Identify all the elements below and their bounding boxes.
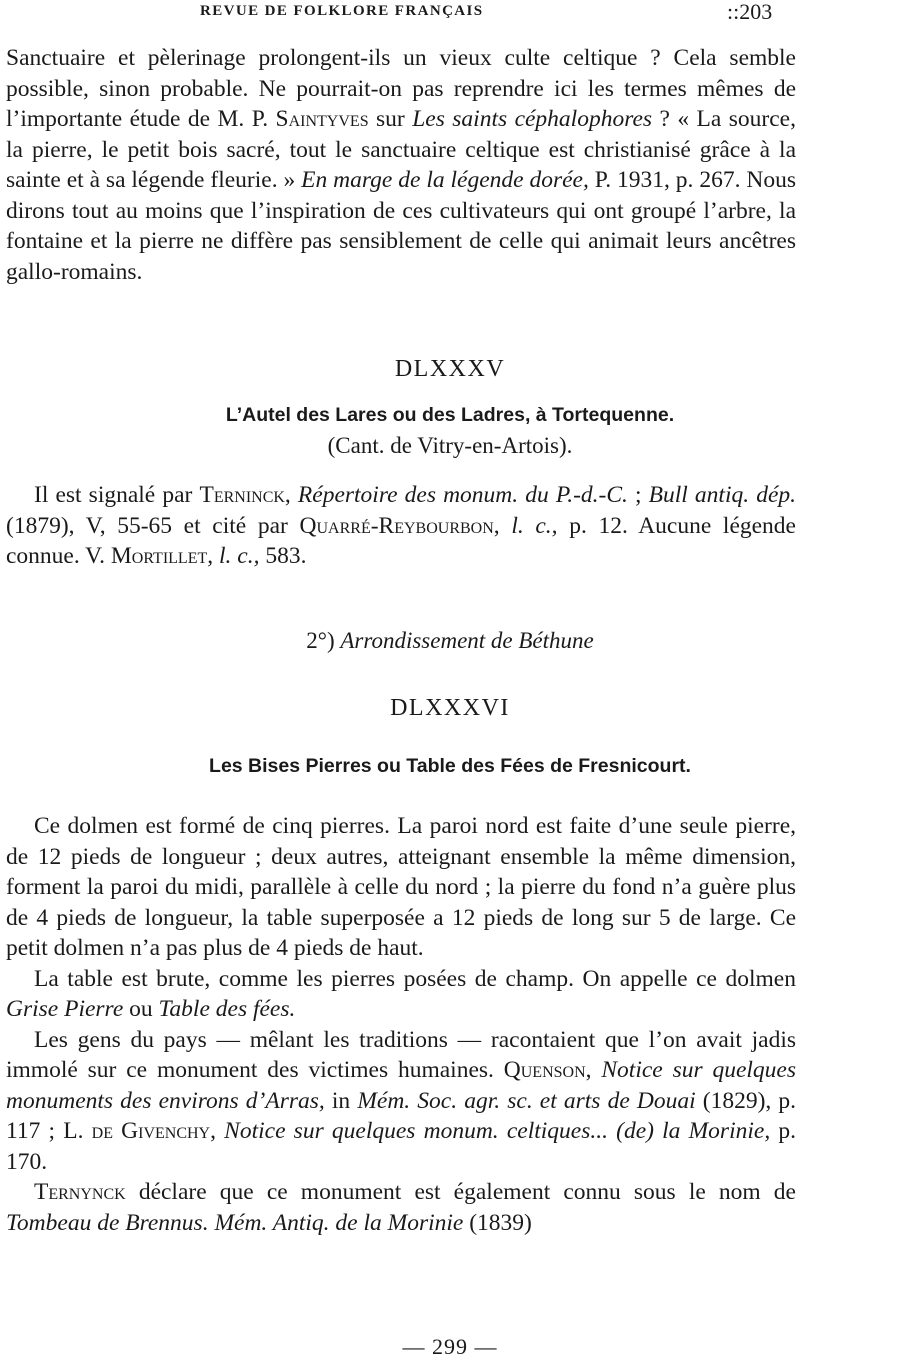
entry-canton-585: (Cant. de Vitry-en-Artois). bbox=[327, 433, 573, 458]
folio: — 299 — bbox=[402, 1334, 498, 1359]
paragraph-sanctuaire: Sanctuaire et pèlerinage prolongent-ils un vieux culte celtique ? Cela semble possible, sinon probable. Ne pourrait-on pas reprendre ici les termes mêmes de l’importante étude de M. P. Saintyves sur Les saints céphalophores ? « La source, la pierre, le petit bois sacré, tout le sanctuaire celtique est christianisé grâce à la sainte et à sa légende fleurie. » En marge de la légende dorée, P. 1931, p. 267. Nous dirons tout au moins que l’inspiration de ces cultivateurs qui ont groupé l’arbre, la fontaine et la pierre ne diffère pas sensiblement de celle qui animait leurs ancêtres gallo-romains. bbox=[6, 45, 796, 285]
journal-title: REVUE DE FOLKLORE FRANÇAIS bbox=[200, 3, 484, 19]
paragraph-table-brute: La table est brute, comme les pierres posées de champ. On appelle ce dolmen Grise Pierre ou Table des fées. bbox=[6, 965, 796, 1022]
entry-title-585: L’Autel des Lares ou des Ladres, à Tortequenne. bbox=[225, 404, 675, 426]
section-heading: 2°) Arrondissement de Béthune bbox=[306, 628, 594, 653]
paragraph-dolmen-description: Ce dolmen est formé de cinq pierres. La paroi nord est faite d’une seule pierre, de 12 pieds de longueur ; deux autres, atteignant ensemble la même dimension, forment la paroi du midi, parallèle à celle du nord ; la pierre du fond n’a guère plus de 4 pieds de longueur, la table superposée a 12 pieds de long sur 5 de large. Ce petit dolmen n’a pas plus de 4 pieds de haut. bbox=[6, 813, 796, 961]
entry-number-586: DLXXXVI bbox=[390, 695, 510, 721]
entry-586-body bbox=[6, 811, 796, 1238]
paragraph-gens-du-pays: Les gens du pays — mêlant les traditions — racontaient que l’on avait jadis immolé sur ce monument des victimes humaines. Quenson, Notice sur quelques monuments des environs d’Arras, in Mém. Soc. agr. sc. et arts de Douai (1829), p. 117 ; L. de Givenchy, Notice sur quelques monum. celtiques... (de) la Morinie, p. 170. bbox=[6, 1026, 797, 1175]
running-head bbox=[0, 0, 900, 28]
paragraph-ternynck: Ternynck déclare que ce monument est également connu sous le nom de Tombeau de Brennus. Mém. Antiq. de la Morinie (1839) bbox=[6, 1179, 796, 1236]
paragraph-entry-585: Il est signalé par Terninck, Répertoire des monum. du P.-d.-C. ; Bull antiq. dép. (1879), V, 55-65 et cité par Quarré-Reybourbon, l. c., p. 12. Aucune légende connue. V. Mortillet, l. c., 583. bbox=[6, 482, 797, 569]
page-number: ::203 bbox=[727, 0, 773, 24]
entry-number-585: DLXXXV bbox=[394, 356, 506, 382]
entry-title-586: Les Bises Pierres ou Table des Fées de Fresnicourt. bbox=[209, 755, 691, 777]
